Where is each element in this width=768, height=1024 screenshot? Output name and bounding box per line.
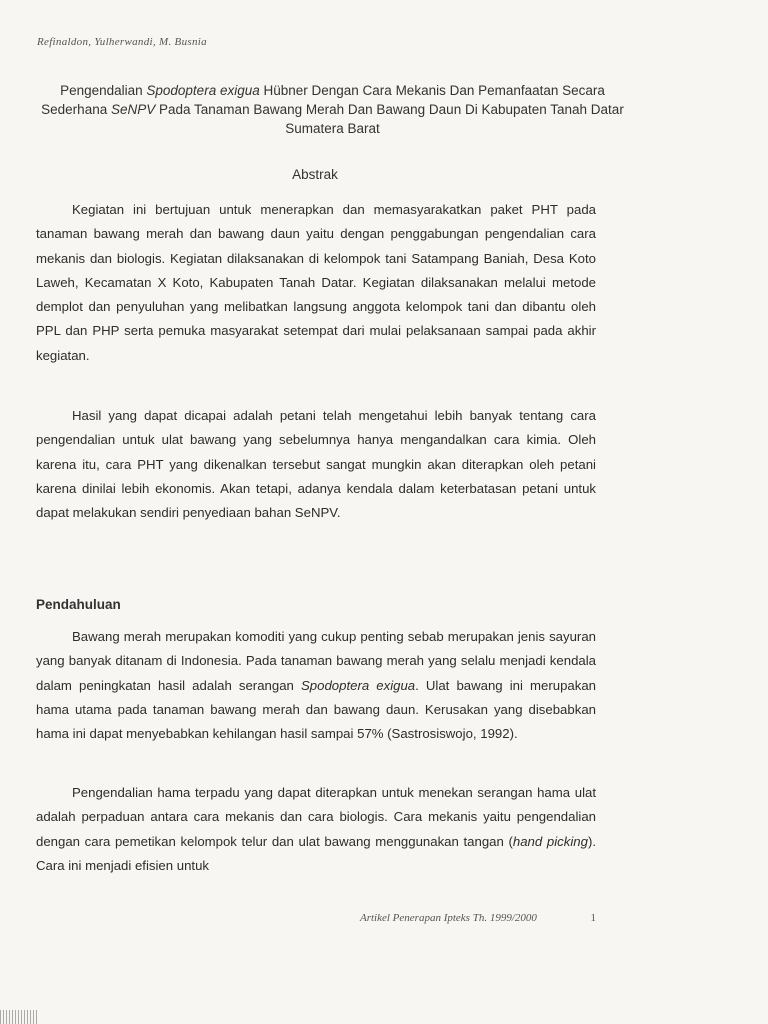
title-pre: Pengendalian bbox=[60, 83, 147, 98]
title-mid: Hübner Dengan Cara Mekanis Dan Pemanfaatan Secara Sederhana bbox=[41, 83, 605, 117]
abstract-heading: Abstrak bbox=[292, 167, 338, 182]
footer-journal: Artikel Penerapan Ipteks Th. 1999/2000 bbox=[360, 912, 537, 924]
intro-p1-species: Spodoptera exigua bbox=[300, 677, 416, 693]
intro-paragraph-1 bbox=[36, 625, 596, 746]
abstract-paragraph-2: Hasil yang dapat dicapai adalah petani telah mengetahui lebih banyak tentang cara pengendalian untuk ulat bawang yang sebelumnya hanya mengandalkan cara kimia. Oleh karena itu, cara PHT yang dikenalkan tersebut sangat mungkin akan diterapkan oleh petani karena dinilai lebih ekonomis. Akan tetapi, adanya kendala dalam keterbatasan petani untuk dapat melakukan sendiri penyediaan bahan SeNPV. bbox=[36, 408, 596, 521]
intro-p2-b: ). Cara ini menjadi efisien untuk bbox=[36, 833, 596, 873]
page-number: 1 bbox=[590, 912, 596, 924]
section-heading-pendahuluan: Pendahuluan bbox=[36, 597, 121, 612]
abstract-paragraph-1: Kegiatan ini bertujuan untuk menerapkan dan memasyarakatkan paket PHT pada tanaman bawang merah dan bawang daun yaitu dengan penggabungan pengendalian cara mekanis dan biologis. Kegiatan dilaksanakan di kelompok tani Satampang Baniah, Desa Koto Laweh, Kecamatan X Koto, Kabupaten Tanah Datar. Kegiatan dilaksanakan melalui metode demplot dan penyuluhan yang melibatkan langsung anggota kelompok tani dan dibantu oleh PPL dan PHP serta pemuka masyarakat setempat dari mulai pelaksanaan sampai pada akhir kegiatan. bbox=[36, 202, 596, 363]
intro-paragraph-2 bbox=[36, 781, 596, 878]
article-title bbox=[40, 81, 625, 138]
title-post: Pada Tanaman Bawang Merah Dan Bawang Daun Di Kabupaten Tanah Datar Sumatera Barat bbox=[155, 102, 624, 136]
title-species: Spodoptera exigua bbox=[146, 83, 260, 98]
title-virus: SeNPV bbox=[110, 102, 156, 117]
running-head: Refinaldon, Yulherwandi, M. Busnia bbox=[37, 36, 207, 48]
intro-p2-hand: hand picking bbox=[512, 833, 588, 849]
intro-p1-b: . Ulat bawang ini merupakan hama utama pada tanaman bawang merah dan bawang daun. Kerusakan yang disebabkan hama ini dapat menyebabkan kehilangan hasil sampai 57% (Sastrosiswojo, 1992). bbox=[36, 677, 597, 742]
intro-p2-a: Pengendalian hama terpadu yang dapat diterapkan untuk menekan serangan hama ulat adalah perpaduan antara cara mekanis dan cara biologis. Cara mekanis yaitu pengendalian dengan cara pemetikan kelompok telur dan ulat bawang menggunakan tangan ( bbox=[36, 785, 596, 849]
page-footer bbox=[360, 912, 596, 924]
intro-p1-a: Bawang merah merupakan komoditi yang cukup penting sebab merupakan jenis sayuran yang banyak ditanam di Indonesia. Pada tanaman bawang merah yang selalu menjadi kendala dalam peningkatan hasil adalah serangan bbox=[36, 629, 596, 693]
scan-barcode-mark bbox=[0, 1010, 38, 1024]
